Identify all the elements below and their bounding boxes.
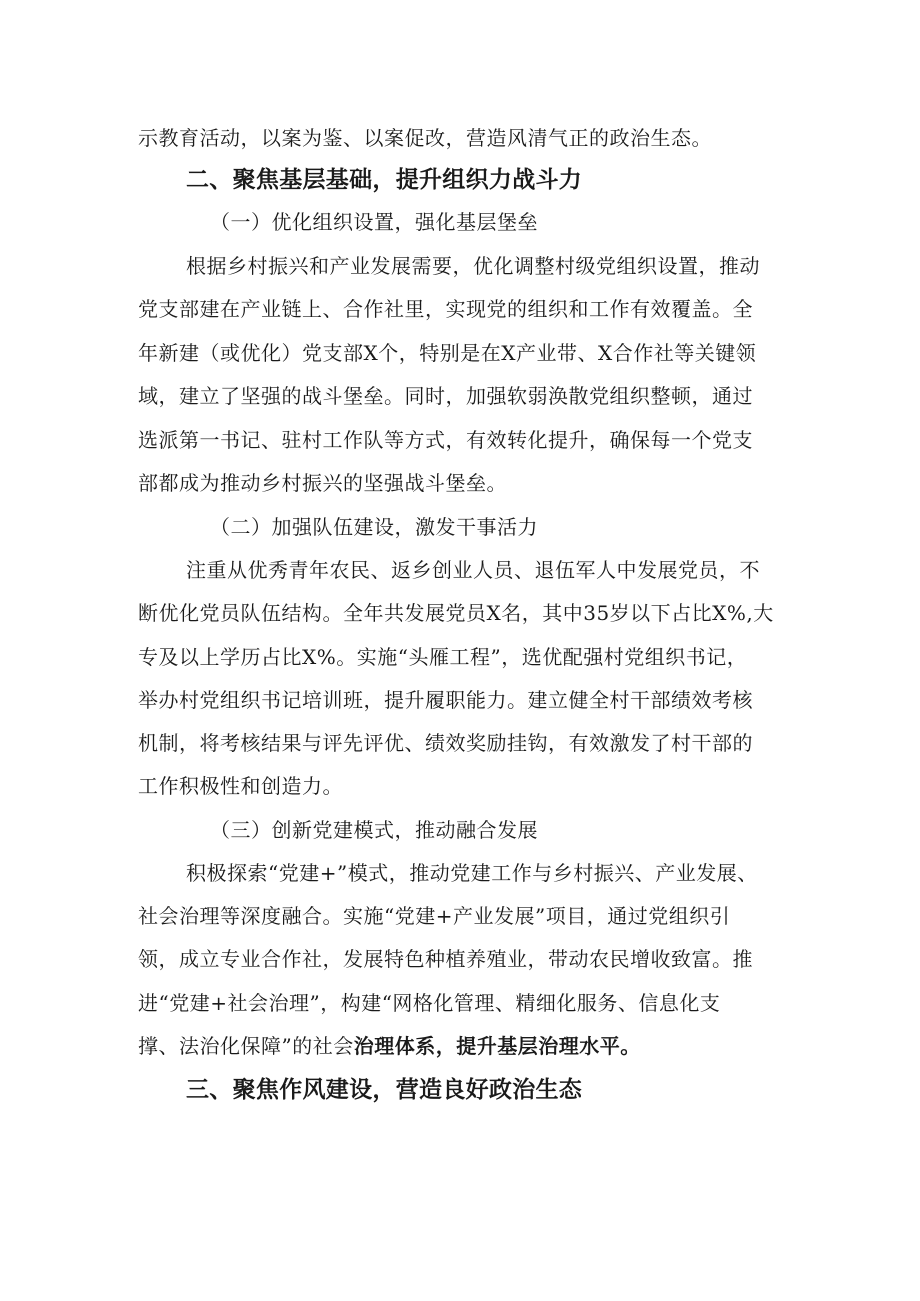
paragraph-line: 断优化党员队伍结构。全年共发展党员X名，其中35岁以下占比X%,大 [138, 601, 774, 625]
paragraph-line: 根据乡村振兴和产业发展需要，优化调整村级党组织设置，推动 [186, 254, 760, 278]
paragraph-line: 进“党建+社会治理”，构建“网格化管理、精细化服务、信息化支 [138, 991, 721, 1015]
paragraph-line: 党支部建在产业链上、合作社里，实现党的组织和工作有效覆盖。全 [138, 297, 753, 321]
paragraph-line-bold-tail: 治理体系，提升基层治理水平。 [353, 1034, 641, 1058]
paragraph-line: 注重从优秀青年农民、返乡创业人员、退伍军人中发展党员，不 [186, 558, 760, 582]
paragraph-line: 举办村党组织书记培训班，提升履职能力。建立健全村干部绩效考核 [138, 688, 753, 712]
paragraph-line: 选派第一书记、驻村工作队等方式，有效转化提升，确保每一个党支 [138, 428, 753, 452]
paragraph-line: 机制，将考核结果与评先评优、绩效奖励挂钩，有效激发了村干部的 [138, 731, 753, 755]
paragraph-line: 积极探索“党建+”模式，推动党建工作与乡村振兴、产业发展、 [186, 861, 758, 885]
paragraph-line: 部都成为推动乡村振兴的坚强战斗堡垒。 [138, 471, 507, 495]
subsection-heading-3: （三）创新党建模式，推动融合发展 [210, 818, 538, 842]
paragraph-line: 工作积极性和创造力。 [138, 774, 343, 798]
subsection-heading-2: （二）加强队伍建设，激发干事活力 [210, 515, 538, 539]
paragraph-line: 域，建立了坚强的战斗堡垒。同时，加强软弱涣散党组织整顿，通过 [138, 384, 753, 408]
paragraph-line-mixed [138, 1032, 641, 1060]
paragraph-line: 社会治理等深度融合。实施“党建+产业发展”项目，通过党组织引 [138, 904, 731, 928]
paragraph-line: 专及以上学历占比X%。实施“头雁工程”，选优配强村党组织书记， [138, 645, 748, 669]
subsection-heading-1: （一）优化组织设置，强化基层堡垒 [210, 210, 538, 234]
paragraph-line: 年新建（或优化）党支部X个，特别是在X产业带、X合作社等关键领 [138, 341, 757, 365]
section-heading-2: 二、聚焦基层基础，提升组织力战斗力 [186, 167, 583, 193]
paragraph-line: 示教育活动，以案为鉴、以案促改，营造风清气正的政治生态。 [138, 126, 712, 150]
paragraph-line-start: 撑、法治化保障”的社会 [138, 1034, 354, 1058]
paragraph-line: 领，成立专业合作社，发展特色种植养殖业，带动农民增收致富。推 [138, 947, 753, 971]
section-heading-3: 三、聚焦作风建设，营造良好政治生态 [186, 1077, 583, 1103]
